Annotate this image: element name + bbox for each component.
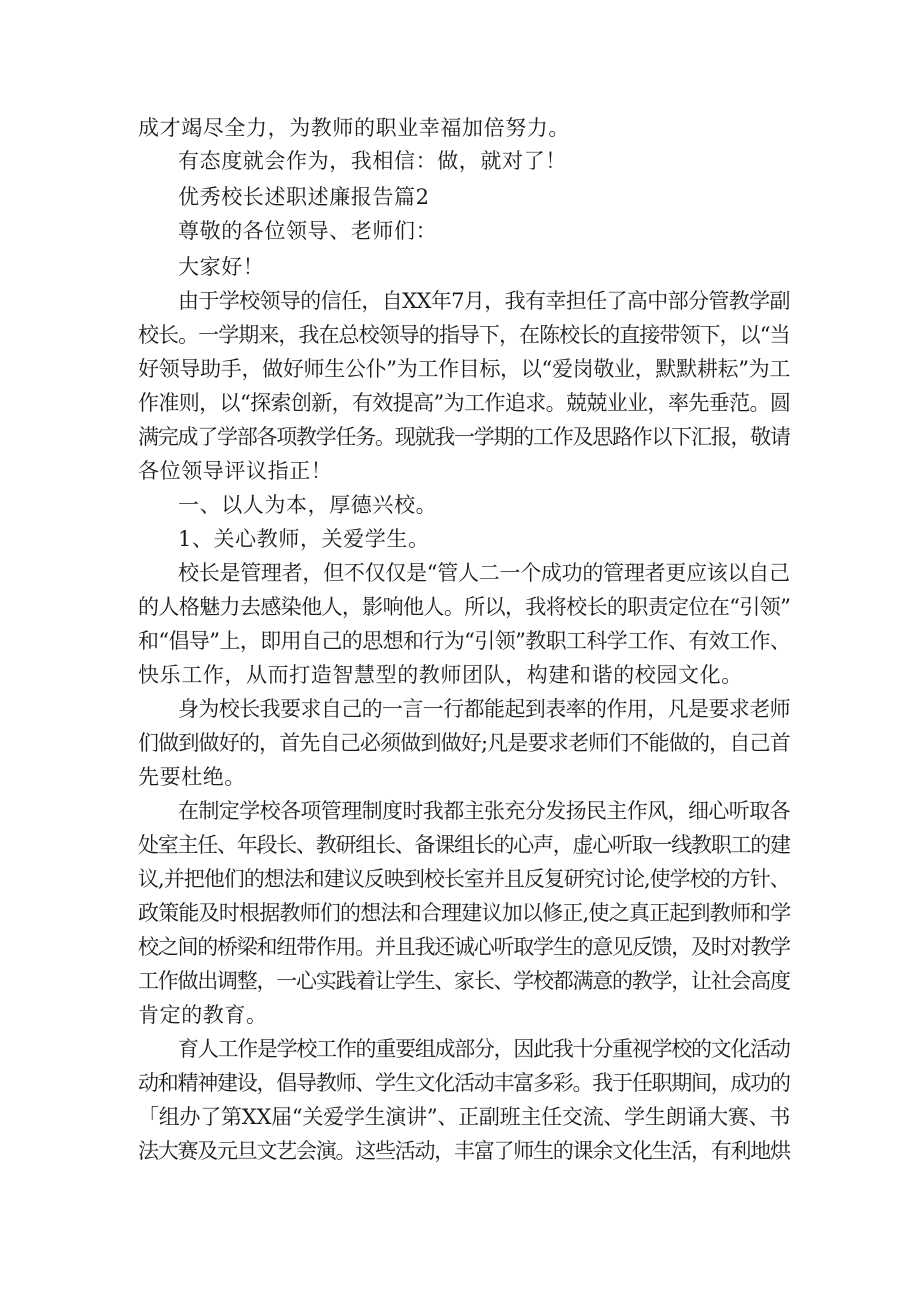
body-text-line: 作准则，以“探索创新，有效提高”为工作追求。兢兢业业，率先垂范。圆 <box>138 391 791 415</box>
body-text-line: 校长是管理者，但不仅仅是“管人二一个成功的管理者更应该以自己 <box>178 561 790 585</box>
body-text-line: 的人格魅力去感染他人，影响他人。所以，我将校长的职责定位在“引领” <box>138 595 791 619</box>
body-text-line: 有态度就会作为，我相信：做，就对了！ <box>178 149 567 173</box>
body-text-line: 满完成了学部各项教学任务。现就我一学期的工作及思路作以下汇报，敬请 <box>138 425 790 449</box>
body-text-line: 工作做出调整，一心实践着让学生、家长、学校都满意的教学，让社会高度 <box>138 969 790 993</box>
body-text-line: 处室主任、年段长、教研组长、备课组长的心声，虚心听取一线教职工的建 <box>138 833 790 857</box>
body-text-line: 好领导助手，做好师生公仆”为工作目标，以“爱岗敬业，默默耕耘”为工 <box>138 357 791 381</box>
body-text-line: 成才竭尽全力，为教师的职业幸福加倍努力。 <box>138 116 570 140</box>
body-text-line: 校长。一学期来，我在总校领导的指导下，在陈校长的直接带领下，以“当 <box>138 323 790 347</box>
greeting: 大家好！ <box>178 255 265 279</box>
body-text-line: 政策能及时根据教师们的想法和合理建议加以修正,使之真正起到教师和学 <box>138 901 791 925</box>
body-text-line: 法大赛及元旦文艺会演。这些活动，丰富了师生的课余文化生活，有利地烘 <box>138 1139 790 1163</box>
body-text-line: 各位领导评议指正！ <box>138 459 333 483</box>
body-text-line: 「组办了第XX届“关爱学生演讲”、正副班主任交流、学生朗诵大赛、书 <box>138 1105 791 1129</box>
body-text-line: 在制定学校各项管理制度时我都主张充分发扬民主作风，细心听取各 <box>178 799 790 823</box>
section-heading: 优秀校长述职述廉报告篇2 <box>178 185 430 209</box>
body-text-line: 快乐工作，从而打造智慧型的教师团队，构建和谐的校园文化。 <box>138 663 743 687</box>
body-text-line: 校之间的桥梁和纽带作用。并且我还诚心听取学生的意见反馈，及时对教学 <box>138 935 790 959</box>
body-text-line: 肯定的教育。 <box>138 1003 268 1027</box>
body-text-line: 议,并把他们的想法和建议反映到校长室并且反复研究讨论,使学校的方针、 <box>138 867 790 891</box>
subheading: 1、关心教师，关爱学生。 <box>178 527 430 551</box>
body-text-line: 育人工作是学校工作的重要组成部分，因此我十分重视学校的文化活动 <box>178 1037 790 1061</box>
body-text-line: 和“倡导”上，即用自己的思想和行为“引领”教职工科学工作、有效工作、 <box>138 629 791 653</box>
body-text-line: 们做到做好的，首先自己必须做到做好;凡是要求老师们不能做的，自己首 <box>138 731 790 755</box>
body-text-line: 由于学校领导的信任，自XX年7月，我有幸担任了高中部分管教学副 <box>178 289 790 313</box>
subheading: 一、以人为本，厚德兴校。 <box>178 493 438 517</box>
body-text-line: 身为校长我要求自己的一言一行都能起到表率的作用，凡是要求老师 <box>178 697 790 721</box>
body-text-line: 动和精神建设，倡导教师、学生文化活动丰富多彩。我于任职期间，成功的 <box>138 1071 790 1095</box>
salutation: 尊敬的各位领导、老师们： <box>178 219 438 243</box>
body-text-line: 先要杜绝。 <box>138 765 246 789</box>
